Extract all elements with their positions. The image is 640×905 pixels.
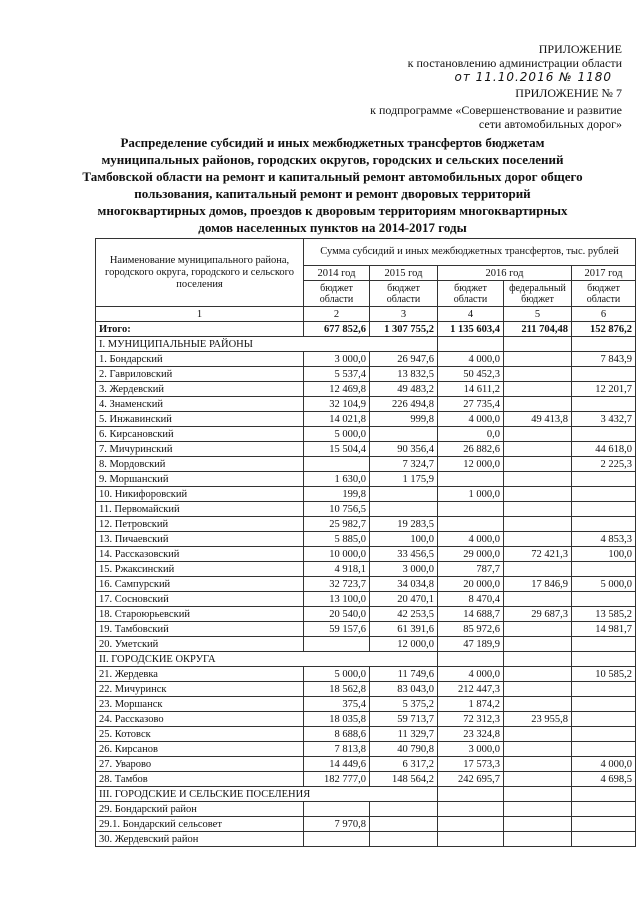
table-body <box>96 322 636 847</box>
row-name: 3. Жердевский <box>96 382 304 397</box>
empty-cell <box>572 652 636 667</box>
amount-cell: 72 421,3 <box>504 547 572 562</box>
amount-cell <box>370 487 438 502</box>
table-row <box>96 472 636 487</box>
amount-cell: 29 687,3 <box>504 607 572 622</box>
amount-cell: 11 329,7 <box>370 727 438 742</box>
appendix-7-reference-line2: сети автомобильных дорог» <box>478 117 622 131</box>
amount-cell: 20 540,0 <box>304 607 370 622</box>
budget-label: бюджет области <box>438 281 504 307</box>
amount-cell: 29 000,0 <box>438 547 504 562</box>
row-name: 21. Жердевка <box>96 667 304 682</box>
amount-cell <box>572 517 636 532</box>
amount-cell <box>572 697 636 712</box>
amount-cell <box>572 712 636 727</box>
empty-cell <box>572 787 636 802</box>
table-row <box>96 382 636 397</box>
amount-cell: 4 000,0 <box>572 757 636 772</box>
amount-cell: 4 000,0 <box>438 352 504 367</box>
amount-cell: 59 713,7 <box>370 712 438 727</box>
amount-cell: 5 537,4 <box>304 367 370 382</box>
amount-cell <box>438 472 504 487</box>
amount-cell: 90 356,4 <box>370 442 438 457</box>
section-title: III. ГОРОДСКИЕ И СЕЛЬСКИЕ ПОСЕЛЕНИЯ <box>96 787 438 802</box>
amount-cell: 13 832,5 <box>370 367 438 382</box>
amount-cell: 5 000,0 <box>304 427 370 442</box>
row-name: 29. Бондарский район <box>96 802 304 817</box>
amount-cell: 13 585,2 <box>572 607 636 622</box>
table-row <box>96 502 636 517</box>
amount-cell: 14 688,7 <box>438 607 504 622</box>
budget-label: бюджет области <box>304 281 370 307</box>
amount-cell: 7 970,8 <box>304 817 370 832</box>
amount-cell: 1 630,0 <box>304 472 370 487</box>
amount-cell <box>504 517 572 532</box>
amount-cell: 10 585,2 <box>572 667 636 682</box>
row-name: 12. Петровский <box>96 517 304 532</box>
row-name: 26. Кирсанов <box>96 742 304 757</box>
table-row <box>96 577 636 592</box>
row-name: 2. Гавриловский <box>96 367 304 382</box>
row-name: 10. Никифоровский <box>96 487 304 502</box>
appendix-header <box>408 42 622 85</box>
amount-cell: 13 100,0 <box>304 592 370 607</box>
amount-cell: 7 843,9 <box>572 352 636 367</box>
amount-cell: 12 000,0 <box>370 637 438 652</box>
row-name: 13. Пичаевский <box>96 532 304 547</box>
amount-cell <box>438 517 504 532</box>
amount-cell <box>370 832 438 847</box>
amount-cell: 5 885,0 <box>304 532 370 547</box>
amount-cell <box>572 742 636 757</box>
row-name: 6. Кирсановский <box>96 427 304 442</box>
amount-cell <box>504 757 572 772</box>
amount-cell: 211 704,48 <box>504 322 572 337</box>
row-name: 29.1. Бондарский сельсовет <box>96 817 304 832</box>
table-row <box>96 637 636 652</box>
table-row <box>96 457 636 472</box>
amount-cell: 4 000,0 <box>438 667 504 682</box>
amount-cell <box>438 802 504 817</box>
amount-cell: 4 000,0 <box>438 412 504 427</box>
amount-cell: 5 000,0 <box>304 667 370 682</box>
table-row <box>96 517 636 532</box>
amount-cell: 100,0 <box>572 547 636 562</box>
amount-cell <box>304 637 370 652</box>
amount-cell: 3 000,0 <box>304 352 370 367</box>
column-number: 6 <box>572 307 636 322</box>
amount-cell <box>504 472 572 487</box>
row-name: 15. Ржаксинский <box>96 562 304 577</box>
total-row <box>96 322 636 337</box>
amount-cell: 19 283,5 <box>370 517 438 532</box>
amount-cell <box>504 817 572 832</box>
amount-cell: 47 189,9 <box>438 637 504 652</box>
column-number: 3 <box>370 307 438 322</box>
amount-cell: 83 043,0 <box>370 682 438 697</box>
table-row <box>96 592 636 607</box>
column-number: 1 <box>96 307 304 322</box>
amount-cell <box>370 502 438 517</box>
amount-cell <box>438 502 504 517</box>
amount-cell: 59 157,6 <box>304 622 370 637</box>
amount-cell: 5 000,0 <box>572 577 636 592</box>
amount-cell: 7 324,7 <box>370 457 438 472</box>
amount-cell <box>370 802 438 817</box>
amount-cell: 72 312,3 <box>438 712 504 727</box>
row-name: 23. Моршанск <box>96 697 304 712</box>
amount-cell: 26 882,6 <box>438 442 504 457</box>
amount-cell <box>370 427 438 442</box>
row-name: Итого: <box>96 322 304 337</box>
amount-cell <box>572 682 636 697</box>
amount-cell: 3 000,0 <box>438 742 504 757</box>
amount-cell <box>504 352 572 367</box>
appendix-7-title: ПРИЛОЖЕНИЕ № 7 <box>515 86 622 100</box>
amount-cell: 212 447,3 <box>438 682 504 697</box>
column-number: 2 <box>304 307 370 322</box>
amount-cell: 152 876,2 <box>572 322 636 337</box>
table-row <box>96 412 636 427</box>
amount-cell <box>572 832 636 847</box>
empty-cell <box>504 652 572 667</box>
amount-cell: 20 470,1 <box>370 592 438 607</box>
row-name: 1. Бондарский <box>96 352 304 367</box>
amount-cell <box>572 592 636 607</box>
table-row <box>96 352 636 367</box>
amount-cell: 199,8 <box>304 487 370 502</box>
amount-cell <box>504 637 572 652</box>
amount-cell: 1 135 603,4 <box>438 322 504 337</box>
amount-cell: 14 021,8 <box>304 412 370 427</box>
table-row <box>96 532 636 547</box>
amount-cell <box>504 697 572 712</box>
amount-cell: 1 874,2 <box>438 697 504 712</box>
budget-label: бюджет области <box>370 281 438 307</box>
amount-cell: 14 981,7 <box>572 622 636 637</box>
row-name: 18. Староюрьевский <box>96 607 304 622</box>
appendix-7-reference-line1: к подпрограмме «Совершенствование и развитие <box>370 103 622 117</box>
section-row <box>96 337 636 352</box>
amount-cell: 23 324,8 <box>438 727 504 742</box>
document-title: Распределение субсидий и иных межбюджетных трансфертов бюджетам муниципальных районов, городских округов, городских и сельских поселений Тамбовской области на ремонт и капитальный ремонт автомобильных дорог общего пользования, капитальный ремонт и ремонт дворовых территорий многоквартирных домов, проездов к дворовым территориям многоквартирных домов населенных пунктов на 2014-2017 годы <box>82 135 583 235</box>
amount-cell <box>504 802 572 817</box>
amount-cell: 2 225,3 <box>572 457 636 472</box>
amount-cell <box>438 817 504 832</box>
empty-cell <box>438 787 504 802</box>
amount-cell: 8 470,4 <box>438 592 504 607</box>
amount-cell <box>504 667 572 682</box>
amount-cell <box>504 532 572 547</box>
row-name: 28. Тамбов <box>96 772 304 787</box>
amount-cell: 7 813,8 <box>304 742 370 757</box>
table-row <box>96 697 636 712</box>
row-name: 20. Уметский <box>96 637 304 652</box>
amount-cell: 27 735,4 <box>438 397 504 412</box>
amount-cell <box>572 427 636 442</box>
amount-cell <box>504 427 572 442</box>
empty-cell <box>504 787 572 802</box>
year-header-2014: 2014 год <box>304 266 370 281</box>
row-name: 4. Знаменский <box>96 397 304 412</box>
amount-cell: 18 035,8 <box>304 712 370 727</box>
table-row <box>96 832 636 847</box>
sum-column-header: Сумма субсидий и иных межбюджетных трансфертов, тыс. рублей <box>304 239 636 266</box>
row-name: 7. Мичуринский <box>96 442 304 457</box>
amount-cell: 32 723,7 <box>304 577 370 592</box>
amount-cell: 32 104,9 <box>304 397 370 412</box>
amount-cell <box>572 802 636 817</box>
section-title: I. МУНИЦИПАЛЬНЫЕ РАЙОНЫ <box>96 337 438 352</box>
amount-cell: 15 504,4 <box>304 442 370 457</box>
amount-cell <box>504 772 572 787</box>
name-column-header: Наименование муниципального района, городского округа, городского и сельского поселения <box>96 239 304 307</box>
amount-cell <box>572 367 636 382</box>
year-header-2017: 2017 год <box>572 266 636 281</box>
amount-cell: 1 307 755,2 <box>370 322 438 337</box>
table-row <box>96 667 636 682</box>
table-row <box>96 757 636 772</box>
table-row <box>96 547 636 562</box>
empty-cell <box>438 337 504 352</box>
amount-cell: 34 034,8 <box>370 577 438 592</box>
table-row <box>96 802 636 817</box>
empty-cell <box>438 652 504 667</box>
amount-cell: 4 853,3 <box>572 532 636 547</box>
amount-cell: 85 972,6 <box>438 622 504 637</box>
amount-cell: 10 756,5 <box>304 502 370 517</box>
amount-cell: 4 698,5 <box>572 772 636 787</box>
amount-cell <box>572 397 636 412</box>
amount-cell: 0,0 <box>438 427 504 442</box>
amount-cell <box>504 832 572 847</box>
section-row <box>96 787 636 802</box>
row-name: 14. Рассказовский <box>96 547 304 562</box>
table-row <box>96 817 636 832</box>
amount-cell: 375,4 <box>304 697 370 712</box>
year-header-2015: 2015 год <box>370 266 438 281</box>
federal-budget-label: федеральный бюджет <box>504 281 572 307</box>
amount-cell <box>504 502 572 517</box>
amount-cell: 44 618,0 <box>572 442 636 457</box>
amount-cell <box>572 502 636 517</box>
amount-cell: 12 201,7 <box>572 382 636 397</box>
row-name: 22. Мичуринск <box>96 682 304 697</box>
amount-cell <box>504 562 572 577</box>
amount-cell <box>504 442 572 457</box>
row-name: 11. Первомайский <box>96 502 304 517</box>
row-name: 5. Инжавинский <box>96 412 304 427</box>
amount-cell <box>304 457 370 472</box>
amount-cell: 14 449,6 <box>304 757 370 772</box>
handwritten-date-number: от 11.10.2016 № 1180 <box>454 70 612 84</box>
table-row <box>96 442 636 457</box>
amount-cell <box>504 487 572 502</box>
amount-cell <box>504 682 572 697</box>
amount-cell <box>438 832 504 847</box>
amount-cell: 4 000,0 <box>438 532 504 547</box>
amount-cell <box>504 727 572 742</box>
year-header-2016: 2016 год <box>438 266 572 281</box>
table-row <box>96 772 636 787</box>
row-name: 9. Моршанский <box>96 472 304 487</box>
row-name: 8. Мордовский <box>96 457 304 472</box>
amount-cell <box>504 367 572 382</box>
amount-cell <box>504 622 572 637</box>
column-number: 5 <box>504 307 572 322</box>
amount-cell: 1 175,9 <box>370 472 438 487</box>
appendix-7-header <box>370 86 622 131</box>
section-title: II. ГОРОДСКИЕ ОКРУГА <box>96 652 438 667</box>
amount-cell: 12 000,0 <box>438 457 504 472</box>
amount-cell: 49 483,2 <box>370 382 438 397</box>
amount-cell: 3 000,0 <box>370 562 438 577</box>
amount-cell: 50 452,3 <box>438 367 504 382</box>
amount-cell: 42 253,5 <box>370 607 438 622</box>
amount-cell: 25 982,7 <box>304 517 370 532</box>
amount-cell <box>304 832 370 847</box>
row-name: 16. Сампурский <box>96 577 304 592</box>
amount-cell: 33 456,5 <box>370 547 438 562</box>
table-row <box>96 427 636 442</box>
amount-cell <box>504 742 572 757</box>
amount-cell: 182 777,0 <box>304 772 370 787</box>
amount-cell: 3 432,7 <box>572 412 636 427</box>
amount-cell <box>572 487 636 502</box>
row-name: 27. Уварово <box>96 757 304 772</box>
row-name: 17. Сосновский <box>96 592 304 607</box>
amount-cell: 242 695,7 <box>438 772 504 787</box>
table-row <box>96 562 636 577</box>
table-row <box>96 607 636 622</box>
row-name: 25. Котовск <box>96 727 304 742</box>
column-number: 4 <box>438 307 504 322</box>
amount-cell: 20 000,0 <box>438 577 504 592</box>
amount-cell: 61 391,6 <box>370 622 438 637</box>
amount-cell: 1 000,0 <box>438 487 504 502</box>
table-row <box>96 367 636 382</box>
amount-cell: 6 317,2 <box>370 757 438 772</box>
amount-cell <box>572 727 636 742</box>
amount-cell <box>572 562 636 577</box>
amount-cell: 26 947,6 <box>370 352 438 367</box>
amount-cell <box>504 382 572 397</box>
amount-cell: 10 000,0 <box>304 547 370 562</box>
amount-cell: 18 562,8 <box>304 682 370 697</box>
appendix-title: ПРИЛОЖЕНИЕ <box>538 42 622 56</box>
amount-cell: 40 790,8 <box>370 742 438 757</box>
amount-cell <box>572 637 636 652</box>
appendix-reference: к постановлению администрации области <box>407 56 622 70</box>
amount-cell: 11 749,6 <box>370 667 438 682</box>
empty-cell <box>504 337 572 352</box>
amount-cell: 8 688,6 <box>304 727 370 742</box>
amount-cell: 17 573,3 <box>438 757 504 772</box>
amount-cell: 100,0 <box>370 532 438 547</box>
table-row <box>96 712 636 727</box>
amount-cell: 5 375,2 <box>370 697 438 712</box>
amount-cell: 4 918,1 <box>304 562 370 577</box>
table-row <box>96 742 636 757</box>
amount-cell: 12 469,8 <box>304 382 370 397</box>
amount-cell: 999,8 <box>370 412 438 427</box>
section-row <box>96 652 636 667</box>
table-row <box>96 397 636 412</box>
amount-cell <box>304 802 370 817</box>
amount-cell: 787,7 <box>438 562 504 577</box>
amount-cell: 23 955,8 <box>504 712 572 727</box>
amount-cell <box>504 592 572 607</box>
row-name: 24. Рассказово <box>96 712 304 727</box>
amount-cell: 14 611,2 <box>438 382 504 397</box>
table-row <box>96 727 636 742</box>
subsidy-table <box>95 238 636 847</box>
amount-cell <box>370 817 438 832</box>
row-name: 19. Тамбовский <box>96 622 304 637</box>
amount-cell: 677 852,6 <box>304 322 370 337</box>
table-row <box>96 622 636 637</box>
empty-cell <box>572 337 636 352</box>
amount-cell <box>504 397 572 412</box>
amount-cell: 49 413,8 <box>504 412 572 427</box>
amount-cell <box>572 817 636 832</box>
amount-cell <box>504 457 572 472</box>
budget-label: бюджет области <box>572 281 636 307</box>
table-row <box>96 682 636 697</box>
amount-cell <box>572 472 636 487</box>
row-name: 30. Жердевский район <box>96 832 304 847</box>
table-row <box>96 487 636 502</box>
amount-cell: 17 846,9 <box>504 577 572 592</box>
amount-cell: 226 494,8 <box>370 397 438 412</box>
amount-cell: 148 564,2 <box>370 772 438 787</box>
